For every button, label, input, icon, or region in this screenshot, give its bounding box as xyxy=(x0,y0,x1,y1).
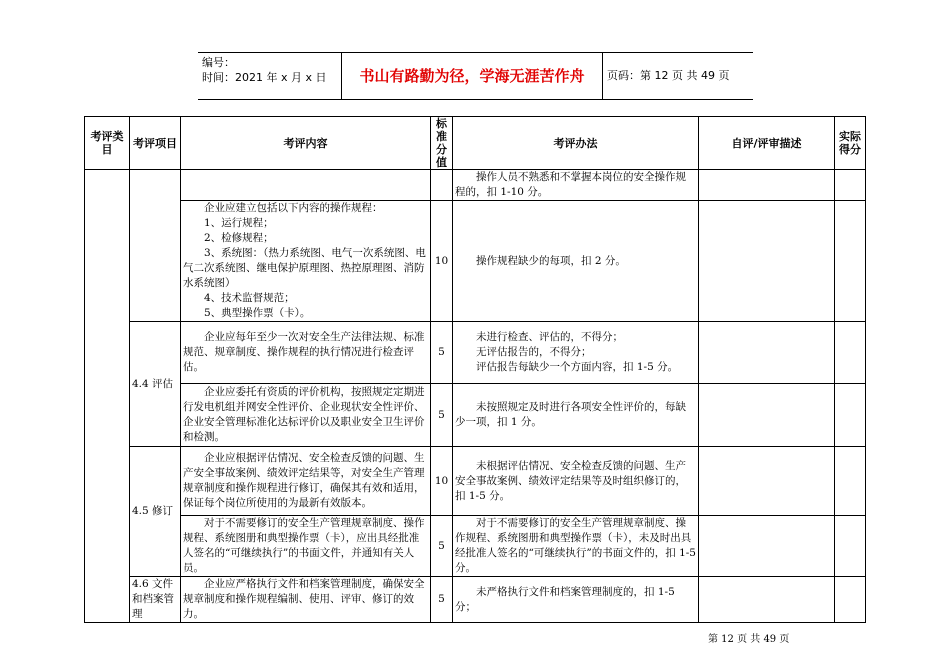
actual-score-cell xyxy=(835,170,866,201)
table-row xyxy=(85,447,866,516)
table-row xyxy=(85,322,866,384)
content-cell: 对于不需要修订的安全生产管理规章制度、操作规程、系统图册和典型操作票（卡），应出具经批准人签名的“可继续执行”的书面文件，并通知有关人员。 xyxy=(181,516,431,577)
header-item: 考评项目 xyxy=(130,117,181,170)
method-cell: 未根据评估情况、安全检查反馈的问题、生产安全事故案例、绩效评定结果等及时组织修订的，扣 1-5 分。 xyxy=(453,447,699,516)
header-review: 自评/评审描述 xyxy=(699,117,835,170)
actual-score-cell xyxy=(835,384,866,447)
header-content: 考评内容 xyxy=(181,117,431,170)
content-cell xyxy=(181,170,431,201)
method-cell: 操作人员不熟悉和不掌握本岗位的安全操作规程的，扣 1-10 分。 xyxy=(453,170,699,201)
method-cell: 未进行检查、评估的，不得分； 无评估报告的，不得分； 评估报告每缺少一个方面内容，扣 1-5 分。 xyxy=(453,322,699,384)
score-cell: 5 xyxy=(431,516,453,577)
item-cell xyxy=(130,170,181,322)
time-label: 时间：2021 年 x 月 x 日 xyxy=(202,71,327,84)
review-cell xyxy=(699,322,835,384)
method-cell: 对于不需要修订的安全生产管理规章制度、操作规程、系统图册和典型操作票（卡），未及时出具经批准人签名的“可继续执行”的书面文件的，扣 1-5 分。 xyxy=(453,516,699,577)
table-row xyxy=(85,577,866,623)
actual-score-cell xyxy=(835,322,866,384)
assessment-table xyxy=(84,116,866,623)
item-cell: 4.5 修订 xyxy=(130,447,181,577)
content-cell: 企业应委托有资质的评价机构，按照规定定期进行发电机组并网安全性评价、企业现状安全性评价、企业安全管理标准化达标评价以及职业安全卫生评价和检测。 xyxy=(181,384,431,447)
header-actual-score: 实际得分 xyxy=(835,117,866,170)
method-cell: 未按照规定及时进行各项安全性评价的，每缺少一项，扣 1 分。 xyxy=(453,384,699,447)
table-row xyxy=(85,384,866,447)
table-header-row xyxy=(85,117,866,170)
page-header xyxy=(198,52,753,100)
score-cell: 5 xyxy=(431,384,453,447)
header-slogan: 书山有路勤为径，学海无涯苦作舟 xyxy=(341,53,603,99)
header-category: 考评类目 xyxy=(85,117,130,170)
score-cell xyxy=(431,170,453,201)
table-row xyxy=(85,201,866,322)
table-row xyxy=(85,170,866,201)
content-cell: 企业应根据评估情况、安全检查反馈的问题、生产安全事故案例、绩效评定结果等，对安全生产管理规章制度和操作规程进行修订，确保其有效和适用，保证每个岗位所使用的为最新有效版本。 xyxy=(181,447,431,516)
review-cell xyxy=(699,384,835,447)
header-page-number: 页码：第 12 页 共 49 页 xyxy=(607,69,730,82)
method-cell: 未严格执行文件和档案管理制度的，扣 1-5 分； xyxy=(453,577,699,623)
actual-score-cell xyxy=(835,516,866,577)
content-cell: 企业应严格执行文件和档案管理制度，确保安全规章制度和操作规程编制、使用、评审、修订的效力。 xyxy=(181,577,431,623)
content-cell: 企业应每年至少一次对安全生产法律法规、标准规范、规章制度、操作规程的执行情况进行检查评估。 xyxy=(181,322,431,384)
actual-score-cell xyxy=(835,447,866,516)
actual-score-cell xyxy=(835,201,866,322)
page-footer: 第 12 页 共 49 页 xyxy=(708,634,790,645)
score-cell: 10 xyxy=(431,447,453,516)
review-cell xyxy=(699,201,835,322)
actual-score-cell xyxy=(835,577,866,623)
header-meta xyxy=(198,53,341,99)
score-cell: 10 xyxy=(431,201,453,322)
score-cell: 5 xyxy=(431,322,453,384)
item-cell: 4.4 评估 xyxy=(130,322,181,447)
review-cell xyxy=(699,170,835,201)
number-label: 编号： xyxy=(202,56,235,69)
table-row xyxy=(85,516,866,577)
header-method: 考评办法 xyxy=(453,117,699,170)
content-cell: 企业应建立包括以下内容的操作规程： 1、运行规程； 2、检修规程； 3、系统图：（热力系统图、电气一次系统图、电气二次系统图、继电保护原理图、热控原理图、消防水系统图） 4、技术监督规范； 5、典型操作票（卡）。 xyxy=(181,201,431,322)
category-cell xyxy=(85,170,130,623)
item-cell: 4.6 文件和档案管理 xyxy=(130,577,181,623)
score-cell: 5 xyxy=(431,577,453,623)
review-cell xyxy=(699,447,835,516)
header-score: 标准分值 xyxy=(431,117,453,170)
review-cell xyxy=(699,577,835,623)
review-cell xyxy=(699,516,835,577)
method-cell: 操作规程缺少的每项，扣 2 分。 xyxy=(453,201,699,322)
